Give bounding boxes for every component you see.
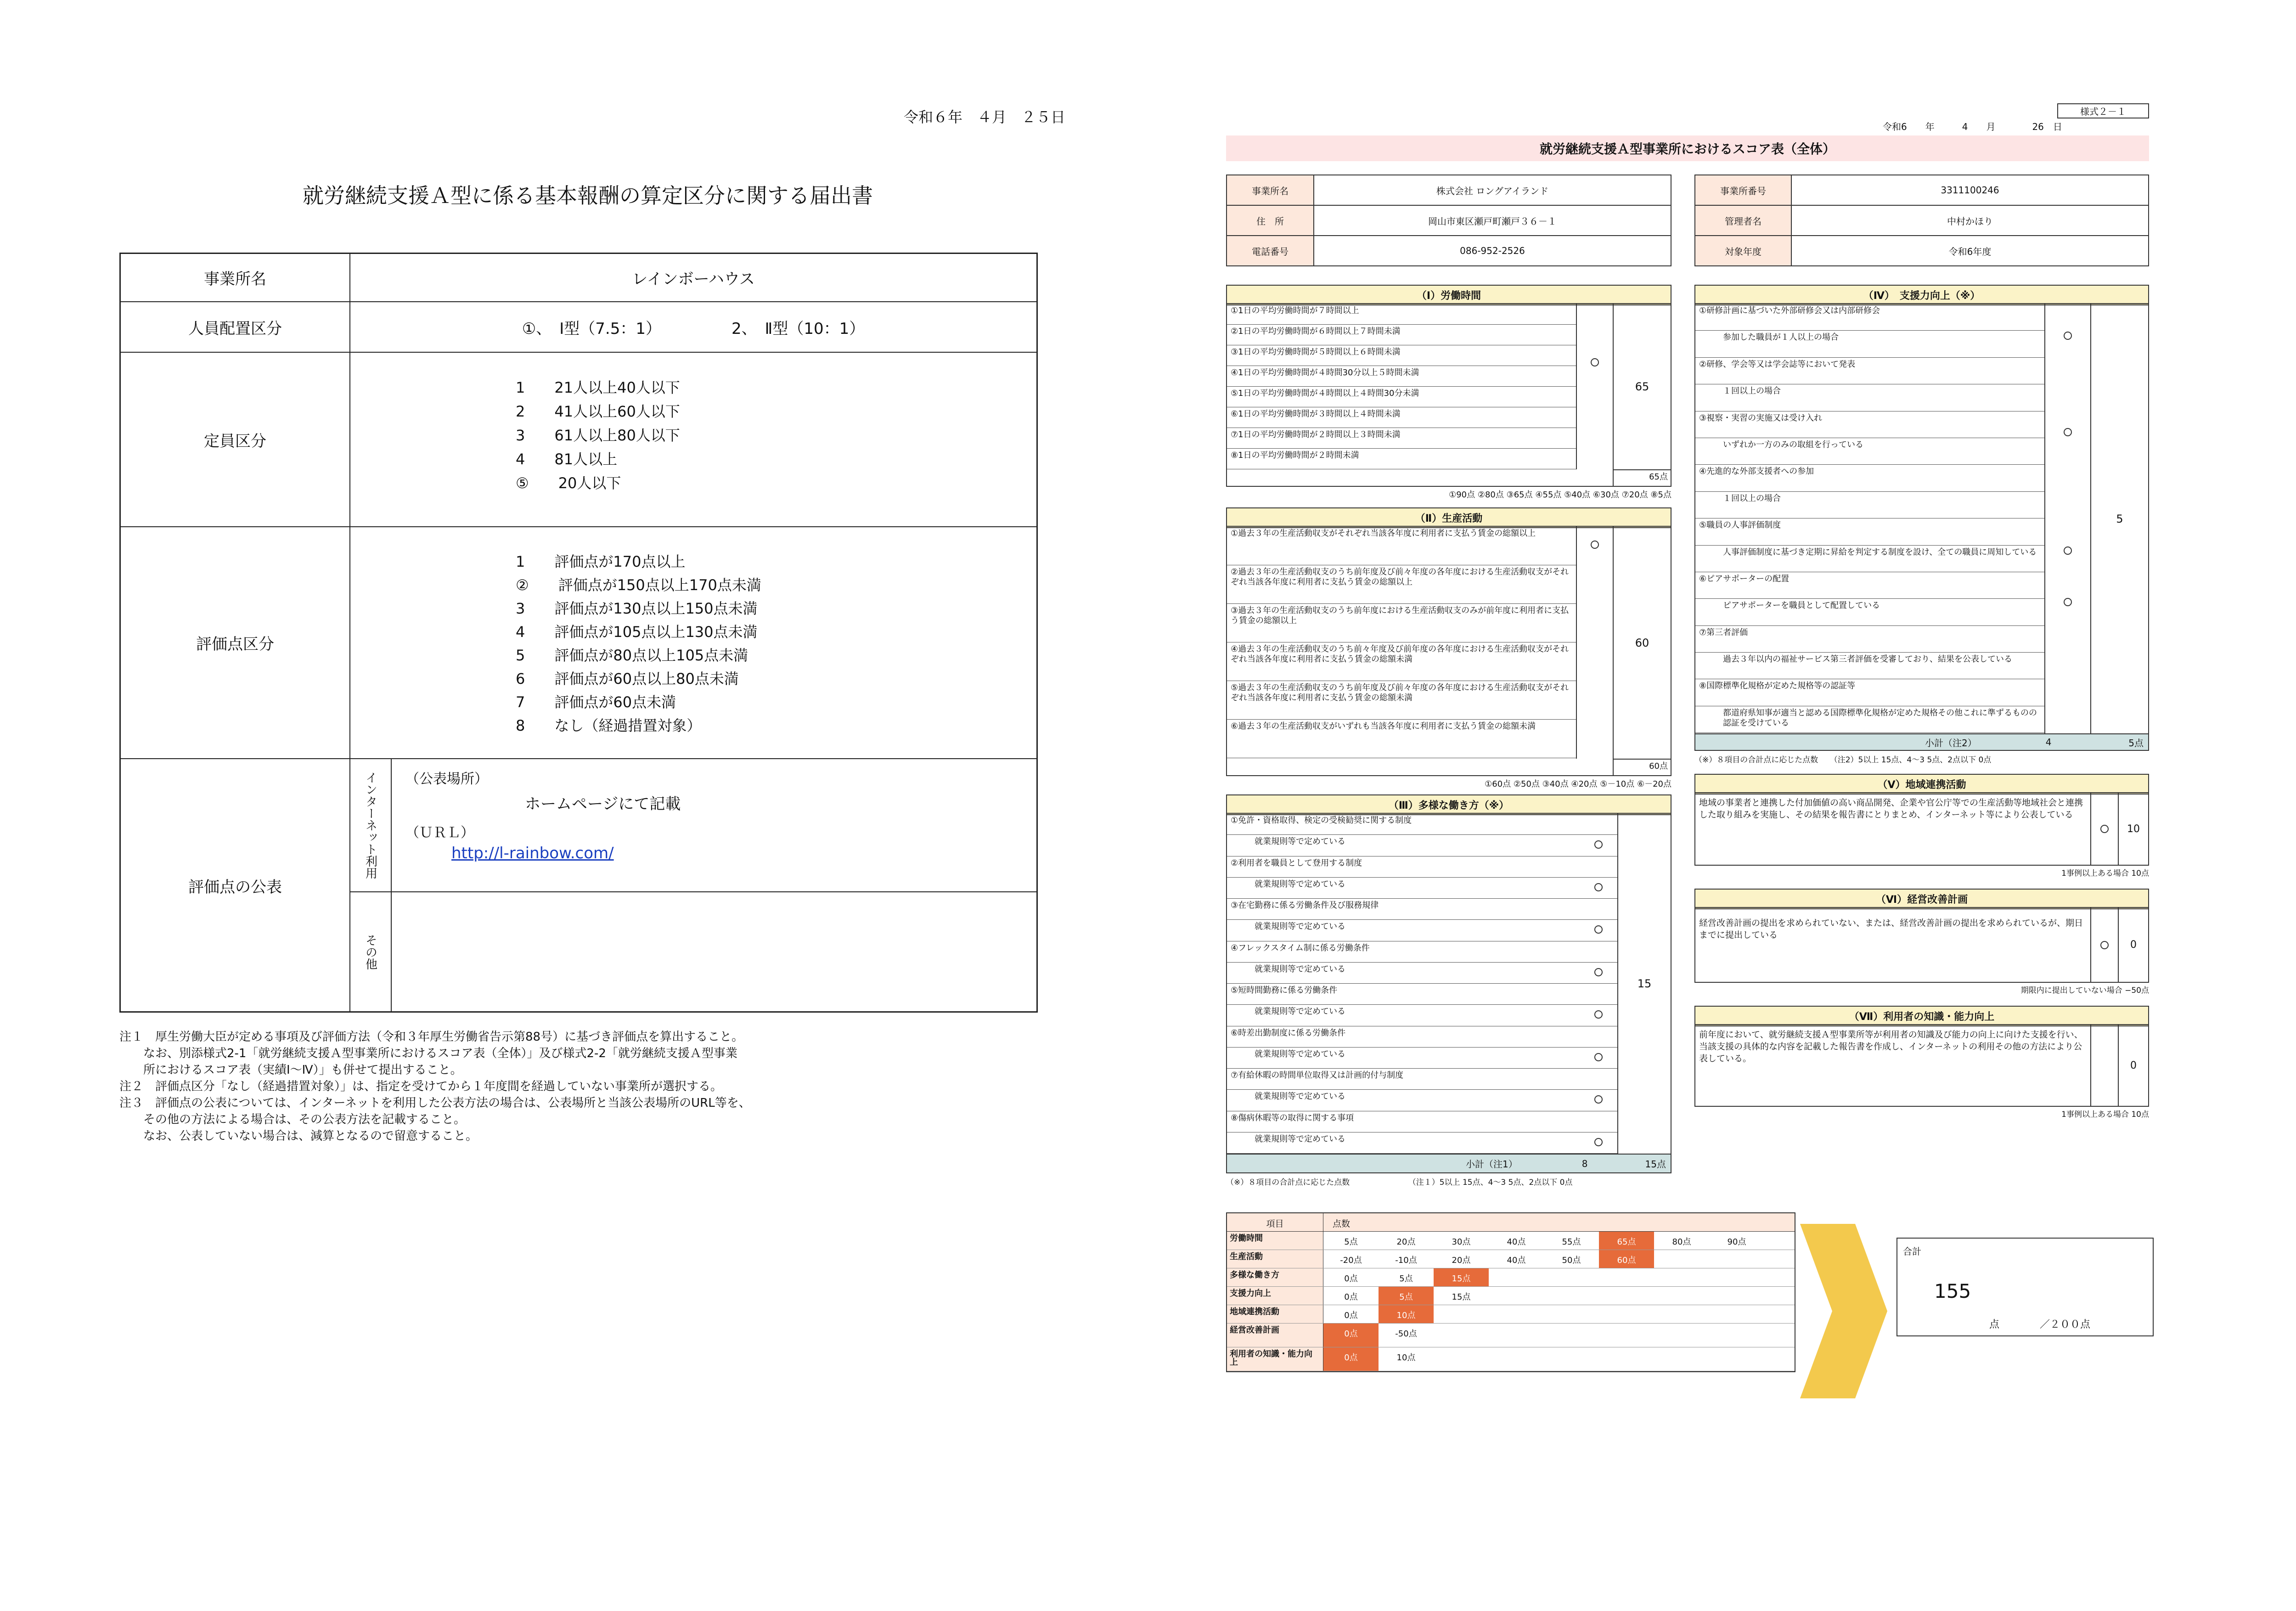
matrix-cell: 30点: [1452, 1237, 1471, 1247]
matrix-cell: 10点: [1379, 1305, 1434, 1323]
capacity-option: 1 21人以上40人以下: [516, 379, 680, 396]
criteria-row: ②過去３年の生産活動収支のうち前年度及び前々年度の各年度における生産活動収支がそれぞれ当該各年度に利用者に支払う賃金の総額以上: [1227, 565, 1576, 604]
criteria-row: ④先進的な外部支援者への参加: [1695, 465, 2044, 491]
score-options: [350, 527, 1036, 759]
matrix-cell: -20点: [1340, 1256, 1362, 1265]
criteria-row: 就業規則等で定めている: [1227, 835, 1617, 856]
criteria-row: 人事評価制度に基づき定期に昇給を判定する制度を設け、全ての職員に周知している: [1695, 546, 2044, 572]
total-box: [1896, 1238, 2154, 1336]
info-label: 対象年度: [1695, 236, 1792, 265]
matrix-row: [1227, 1305, 1795, 1324]
section-3-score: 15: [1617, 814, 1671, 1154]
section-1-body: [1226, 303, 1671, 487]
office-info-left: [1226, 175, 1671, 266]
section-4-header: （Ⅳ） 支援力向上（※）: [1694, 285, 2149, 305]
score-option: 5 評価点が80点以上105点未満: [516, 647, 748, 664]
matrix-row: [1227, 1232, 1795, 1250]
criteria-row: ⑧国際標準化規格が定めた規格等の認証等: [1695, 679, 2044, 706]
criteria-row: ②1日の平均労働時間が６時間以上７時間未満: [1227, 325, 1576, 345]
selected-mark: [2064, 598, 2072, 606]
notification-form-page: [110, 101, 1065, 1258]
internet-cell: [392, 759, 1036, 892]
matrix-cell: 5点: [1399, 1274, 1413, 1284]
section-5-header: （Ⅴ）地域連携活動: [1694, 774, 2149, 794]
matrix-cell: 0点: [1344, 1274, 1358, 1284]
url-label: （ＵＲＬ）: [405, 825, 474, 841]
note-line: 注１ 厚生労働大臣が定める事項及び評価方法（令和３年厚生労働省告示第88号）に基づき評価点を算出すること。: [119, 1030, 744, 1044]
publish-place-value: ホームページにて記載: [525, 795, 681, 813]
score-option: ② 評価点が150点以上170点未満: [516, 576, 761, 594]
score-sheet-overall: [1221, 99, 2177, 1431]
section-4-body: [1694, 303, 2149, 751]
criteria-row: ②利用者を職員として登用する制度: [1227, 856, 1617, 878]
selected-mark: [1594, 968, 1603, 976]
office-value: レインボーハウス: [350, 254, 1036, 302]
section-1-score: 65: [1613, 304, 1671, 469]
criteria-row: ⑧傷病休暇等の取得に関する事項: [1227, 1111, 1617, 1132]
total-label: 合計: [1903, 1246, 1921, 1257]
section-7-score: 0: [2118, 1025, 2148, 1106]
criteria-row: ③視察・実習の実施又は受け入れ: [1695, 411, 2044, 438]
criteria-row: ⑦有給休暇の時間単位取得又は計画的付与制度: [1227, 1069, 1617, 1090]
section-7-note: 1事例以上ある場合 10点: [2061, 1110, 2149, 1119]
capacity-option: ⑤ 20人以下: [516, 474, 621, 492]
capacity-option: 3 61人以上80人以下: [516, 427, 680, 444]
sheet-title: 就労継続支援Ａ型事業所におけるスコア表（全体）: [1226, 135, 2149, 161]
matrix-cell: -50点: [1395, 1329, 1417, 1339]
matrix-cell: 0点: [1344, 1311, 1358, 1320]
note-line: その他の方法による場合は、その公表方法を記載すること。: [119, 1113, 466, 1127]
office-info-right: [1694, 175, 2149, 266]
matrix-row-label: 労働時間: [1227, 1232, 1323, 1250]
section-3-note: （※）８項目の合計点に応じた点数 （注１）5以上 15点、4～3 5点、2点以下 0点: [1226, 1178, 1573, 1187]
subtotal-label: 小計（注2）: [1925, 737, 1977, 749]
selected-mark: [2064, 428, 2072, 436]
criteria-row: ⑥時差出勤制度に係る労働条件: [1227, 1026, 1617, 1048]
section-3-body: [1226, 813, 1671, 1173]
criteria-row: 就業規則等で定めている: [1227, 1005, 1617, 1026]
info-value: 086-952-2526: [1460, 245, 1525, 256]
section-7-header: （Ⅶ）利用者の知識・能力向上: [1694, 1006, 2149, 1026]
score-option: 3 評価点が130点以上150点未満: [516, 600, 758, 617]
criteria-row: ③1日の平均労働時間が５時間以上６時間未満: [1227, 345, 1576, 366]
section-2-scale: ①60点 ②50点 ③40点 ④20点 ⑤－10点 ⑥－20点: [1485, 779, 1671, 789]
publish-place-label: （公表場所）: [405, 771, 488, 787]
matrix-cell: 10点: [1396, 1353, 1416, 1363]
criteria-row: ②研修、学会等又は学会誌等において発表: [1695, 358, 2044, 384]
selected-mark: [1594, 883, 1603, 891]
criteria-row: ピアサポーターを職員として配置している: [1695, 599, 2044, 625]
score-option: 8 なし（経過措置対象）: [516, 717, 702, 734]
note-line: なお、別添様式2-1「就労継続支援Ａ型事業所におけるスコア表（全体）」及び様式2-2「就労継続支援Ａ型事業: [119, 1047, 737, 1060]
matrix-cell: 40点: [1507, 1237, 1526, 1247]
criteria-row: ④過去３年の生産活動収支のうち前々年度及び前年度の各年度における生産活動収支がそれぞれ当該各年度に利用者に支払う賃金の総額未満: [1227, 642, 1576, 681]
publish-label: 評価点の公表: [121, 759, 350, 1012]
criteria-row: 参加した職員が１人以上の場合: [1695, 331, 2044, 357]
criteria-row: ⑤職員の人事評価制度: [1695, 518, 2044, 545]
matrix-cell: 0点: [1323, 1324, 1379, 1347]
matrix-row-label: 支援力向上: [1227, 1287, 1323, 1305]
criteria-row: 都道府県知事が適当と認める国際標準化規格が定めた規格その他これに準ずるものの認証を受けている: [1695, 706, 2044, 733]
matrix-row: [1227, 1268, 1795, 1287]
section-6-text: 経営改善計画の提出を求められていない、または、経営改善計画の提出を求められているが、期日までに提出している: [1699, 918, 2083, 940]
section-4-marks: [2044, 304, 2090, 733]
matrix-row-label: 経営改善計画: [1227, 1324, 1323, 1347]
selected-mark: [1591, 358, 1599, 366]
section-5-note: 1事例以上ある場合 10点: [2061, 869, 2149, 878]
matrix-cell: 80点: [1672, 1237, 1691, 1247]
criteria-row: 就業規則等で定めている: [1227, 1090, 1617, 1111]
section-5-text: 地域の事業者と連携した付加価値の高い商品開発、企業や官公庁等での生産活動等地域社会と連携した取り組みを実施し、その結果を報告書にとりまとめ、インターネット等により公表している: [1699, 798, 2083, 820]
subtotal-unit: 15点: [1645, 1159, 1666, 1170]
criteria-row: ③過去３年の生産活動収支のうち前年度における生産活動収支のみが前年度に利用者に支払う賃金の総額以上: [1227, 604, 1576, 642]
score-matrix: [1226, 1212, 1795, 1372]
section-1-scale: ①90点 ②80点 ③65点 ④55点 ⑤40点 ⑥30点 ⑦20点 ⑧5点: [1449, 490, 1671, 500]
matrix-cell: 20点: [1396, 1237, 1416, 1247]
section-6-note: 期限内に提出していない場合 −50点: [2020, 986, 2149, 995]
criteria-row: ⑤過去３年の生産活動収支のうち前年度及び前々年度の各年度における生産活動収支がそれぞれ当該各年度に利用者に支払う賃金の総額未満: [1227, 681, 1576, 720]
office-label: 事業所名: [121, 254, 350, 302]
other-label: その他: [350, 892, 392, 1012]
section-1-header: （Ⅰ）労働時間: [1226, 285, 1671, 305]
staffing-label: 人員配置区分: [121, 302, 350, 353]
section-7-text: 前年度において、就労継続支援Ａ型事業所等が利用者の知識及び能力の向上に向けた支援を行い、当該支援の具体的な内容を記載した報告書を作成し、インターネットの利用その他の方法により公表している。: [1699, 1030, 2083, 1064]
criteria-row: ④1日の平均労働時間が４時間30分以上５時間未満: [1227, 366, 1576, 387]
criteria-row: ⑤短時間勤務に係る労働条件: [1227, 984, 1617, 1005]
matrix-row: [1227, 1347, 1795, 1371]
criteria-row: ⑥過去３年の生産活動収支がいずれも当該各年度に利用者に支払う賃金の総額未満: [1227, 720, 1576, 758]
form-date: 令和６年 ４月 ２５日: [903, 108, 1065, 126]
criteria-row: 就業規則等で定めている: [1227, 920, 1617, 941]
score-option: 7 評価点が60点未満: [516, 693, 676, 711]
matrix-cell: 0点: [1323, 1347, 1379, 1371]
criteria-row: ⑥ピアサポーターの配置: [1695, 572, 2044, 599]
section-6-header: （Ⅵ）経営改善計画: [1694, 889, 2149, 909]
internet-label: インターネット利用: [350, 759, 392, 892]
section-4-subtotal: [1695, 733, 2148, 750]
matrix-header: 項目: [1227, 1213, 1323, 1231]
matrix-cell: 40点: [1507, 1256, 1526, 1265]
selected-mark: [2064, 332, 2072, 340]
info-label: 事業所名: [1227, 175, 1314, 206]
matrix-cell: 55点: [1562, 1237, 1581, 1247]
criteria-row: １回以上の場合: [1695, 384, 2044, 411]
criteria-row: ①免許・資格取得、検定の受検勧奨に関する制度: [1227, 814, 1617, 835]
matrix-row-label: 生産活動: [1227, 1250, 1323, 1268]
info-value: 株式会社 ロングアイランド: [1314, 175, 1671, 206]
matrix-cell: 60点: [1599, 1250, 1654, 1268]
matrix-cell: -10点: [1395, 1256, 1417, 1265]
criteria-row: ①研修計画に基づいた外部研修会又は内部研修会: [1695, 304, 2044, 331]
criteria-row: ③在宅勤務に係る労働条件及び服務規律: [1227, 899, 1617, 920]
criteria-row: 就業規則等で定めている: [1227, 1132, 1617, 1154]
matrix-cell: 20点: [1452, 1256, 1471, 1265]
info-value: 岡山市東区瀬戸町瀬戸３６－１: [1314, 206, 1671, 236]
section-2-score: 60: [1613, 527, 1671, 759]
note-line: なお、公表していない場合は、減算となるので留意すること。: [119, 1129, 478, 1143]
arrow-icon: [1800, 1224, 1892, 1398]
form-notes: [119, 1029, 1056, 1144]
capacity-option: 4 81人以上: [516, 451, 618, 468]
info-value: 令和6年度: [1948, 246, 1992, 257]
form-number: 様式２－１: [2057, 103, 2149, 118]
capacity-label: 定員区分: [121, 353, 350, 527]
matrix-cell: 50点: [1562, 1256, 1581, 1265]
score-label: 評価点区分: [121, 527, 350, 759]
form-title: 就労継続支援Ａ型に係る基本報酬の算定区分に関する届出書: [303, 183, 873, 208]
criteria-row: ④フレックスタイム制に係る労働条件: [1227, 941, 1617, 963]
section-5-score: 10: [2118, 793, 2148, 865]
capacity-options: [350, 353, 1036, 527]
selected-mark: [1594, 1138, 1603, 1146]
matrix-cell: 0点: [1344, 1292, 1358, 1302]
selected-mark: [1594, 1053, 1603, 1061]
section-5-body: [1694, 792, 2149, 866]
matrix-row: [1227, 1250, 1795, 1268]
section-6-body: [1694, 907, 2149, 983]
matrix-row: [1227, 1287, 1795, 1305]
matrix-row-label: 利用者の知識・能力向上: [1227, 1347, 1323, 1371]
selected-mark: [2064, 546, 2072, 555]
info-label: 住 所: [1227, 206, 1314, 236]
matrix-cell: 15点: [1452, 1292, 1471, 1302]
note-line: 所におけるスコア表（実績Ⅰ～Ⅳ）」も併せて提出すること。: [119, 1063, 462, 1077]
score-option: 6 評価点が60点以上80点未満: [516, 670, 739, 687]
criteria-row: ①1日の平均労働時間が７時間以上: [1227, 304, 1576, 325]
score-option: 1 評価点が170点以上: [516, 553, 686, 570]
total-unit: 点 ／２００点: [1989, 1319, 2091, 1330]
staffing-value: ①、 Ⅰ型（7.5：1） 2、 Ⅱ型（10：1）: [350, 302, 1036, 353]
section-3-header: （Ⅲ）多様な働き方（※）: [1226, 794, 1671, 815]
section-4-score: 5: [2090, 304, 2148, 733]
section-1-unit: 65点: [1613, 469, 1671, 486]
section-6-score: 0: [2118, 908, 2148, 982]
section-3-subtotal: [1227, 1154, 1671, 1172]
info-label: 電話番号: [1227, 236, 1314, 265]
criteria-row: １回以上の場合: [1695, 492, 2044, 518]
matrix-row-label: 多様な働き方: [1227, 1268, 1323, 1286]
selected-mark: [2100, 825, 2109, 833]
total-value: 155: [1934, 1280, 1971, 1302]
matrix-row: [1227, 1324, 1795, 1347]
criteria-row: 就業規則等で定めている: [1227, 878, 1617, 899]
note-line: 注２ 評価点区分「なし（経過措置対象）」は、指定を受けてから１年度間を経過していない事業所が選択する。: [119, 1080, 723, 1093]
matrix-cell: 15点: [1434, 1268, 1489, 1286]
criteria-row: 過去３年以内の福祉サービス第三者評価を受審しており、結果を公表している: [1695, 653, 2044, 679]
criteria-row: ⑧1日の平均労働時間が２時間未満: [1227, 449, 1576, 469]
section-7-body: [1694, 1024, 2149, 1107]
criteria-row: ⑦第三者評価: [1695, 626, 2044, 653]
section-2-marks: [1576, 527, 1613, 759]
subtotal-value: 4: [2045, 737, 2052, 748]
matrix-cell: 65点: [1599, 1232, 1654, 1250]
matrix-row-label: 地域連携活動: [1227, 1305, 1323, 1323]
score-option: 4 評価点が105点以上130点未満: [516, 623, 758, 641]
info-value: 中村かほり: [1792, 206, 2148, 236]
section-2-body: [1226, 526, 1671, 776]
criteria-row: 就業規則等で定めている: [1227, 1048, 1617, 1069]
matrix-cell: 90点: [1727, 1237, 1746, 1247]
criteria-row: ⑤1日の平均労働時間が４時間以上４時間30分未満: [1227, 387, 1576, 407]
form-table: [119, 253, 1038, 1013]
note-line: 注３ 評価点の公表については、インターネットを利用した公表方法の場合は、公表場所と当該公表場所のURL等を、: [119, 1096, 751, 1110]
info-value: 3311100246: [1792, 175, 2148, 206]
info-label: 事業所番号: [1695, 175, 1792, 206]
subtotal-value: 8: [1581, 1158, 1588, 1169]
info-label: 管理者名: [1695, 206, 1792, 236]
selected-mark: [2100, 941, 2109, 949]
criteria-row: ⑥1日の平均労働時間が３時間以上４時間未満: [1227, 407, 1576, 428]
sheet-date: 令和6 年 4 月 26 日: [1883, 121, 2062, 132]
subtotal-unit: 5点: [2128, 737, 2144, 749]
selected-mark: [1591, 541, 1599, 549]
matrix-header: 点数: [1333, 1219, 1351, 1229]
subtotal-label: 小計（注1）: [1466, 1159, 1518, 1170]
criteria-row: 就業規則等で定めている: [1227, 963, 1617, 984]
matrix-cell: 5点: [1379, 1287, 1434, 1305]
criteria-row: ⑦1日の平均労働時間が２時間以上３時間未満: [1227, 428, 1576, 449]
section-2-unit: 60点: [1613, 759, 1671, 775]
section-1-marks: [1576, 304, 1613, 469]
capacity-option: 2 41人以上60人以下: [516, 403, 680, 420]
criteria-row: いずれか一方のみの取組を行っている: [1695, 438, 2044, 465]
criteria-row: ①過去３年の生産活動収支がそれぞれ当該各年度に利用者に支払う賃金の総額以上: [1227, 527, 1576, 565]
publish-url-link[interactable]: http://l-rainbow.com/: [451, 844, 614, 862]
section-2-header: （Ⅱ）生産活動: [1226, 507, 1671, 528]
matrix-cell: 5点: [1344, 1237, 1358, 1247]
section-4-note: （※）８項目の合計点に応じた点数 （注2）5以上 15点、4～3 5点、2点以下 0点: [1694, 755, 1992, 765]
